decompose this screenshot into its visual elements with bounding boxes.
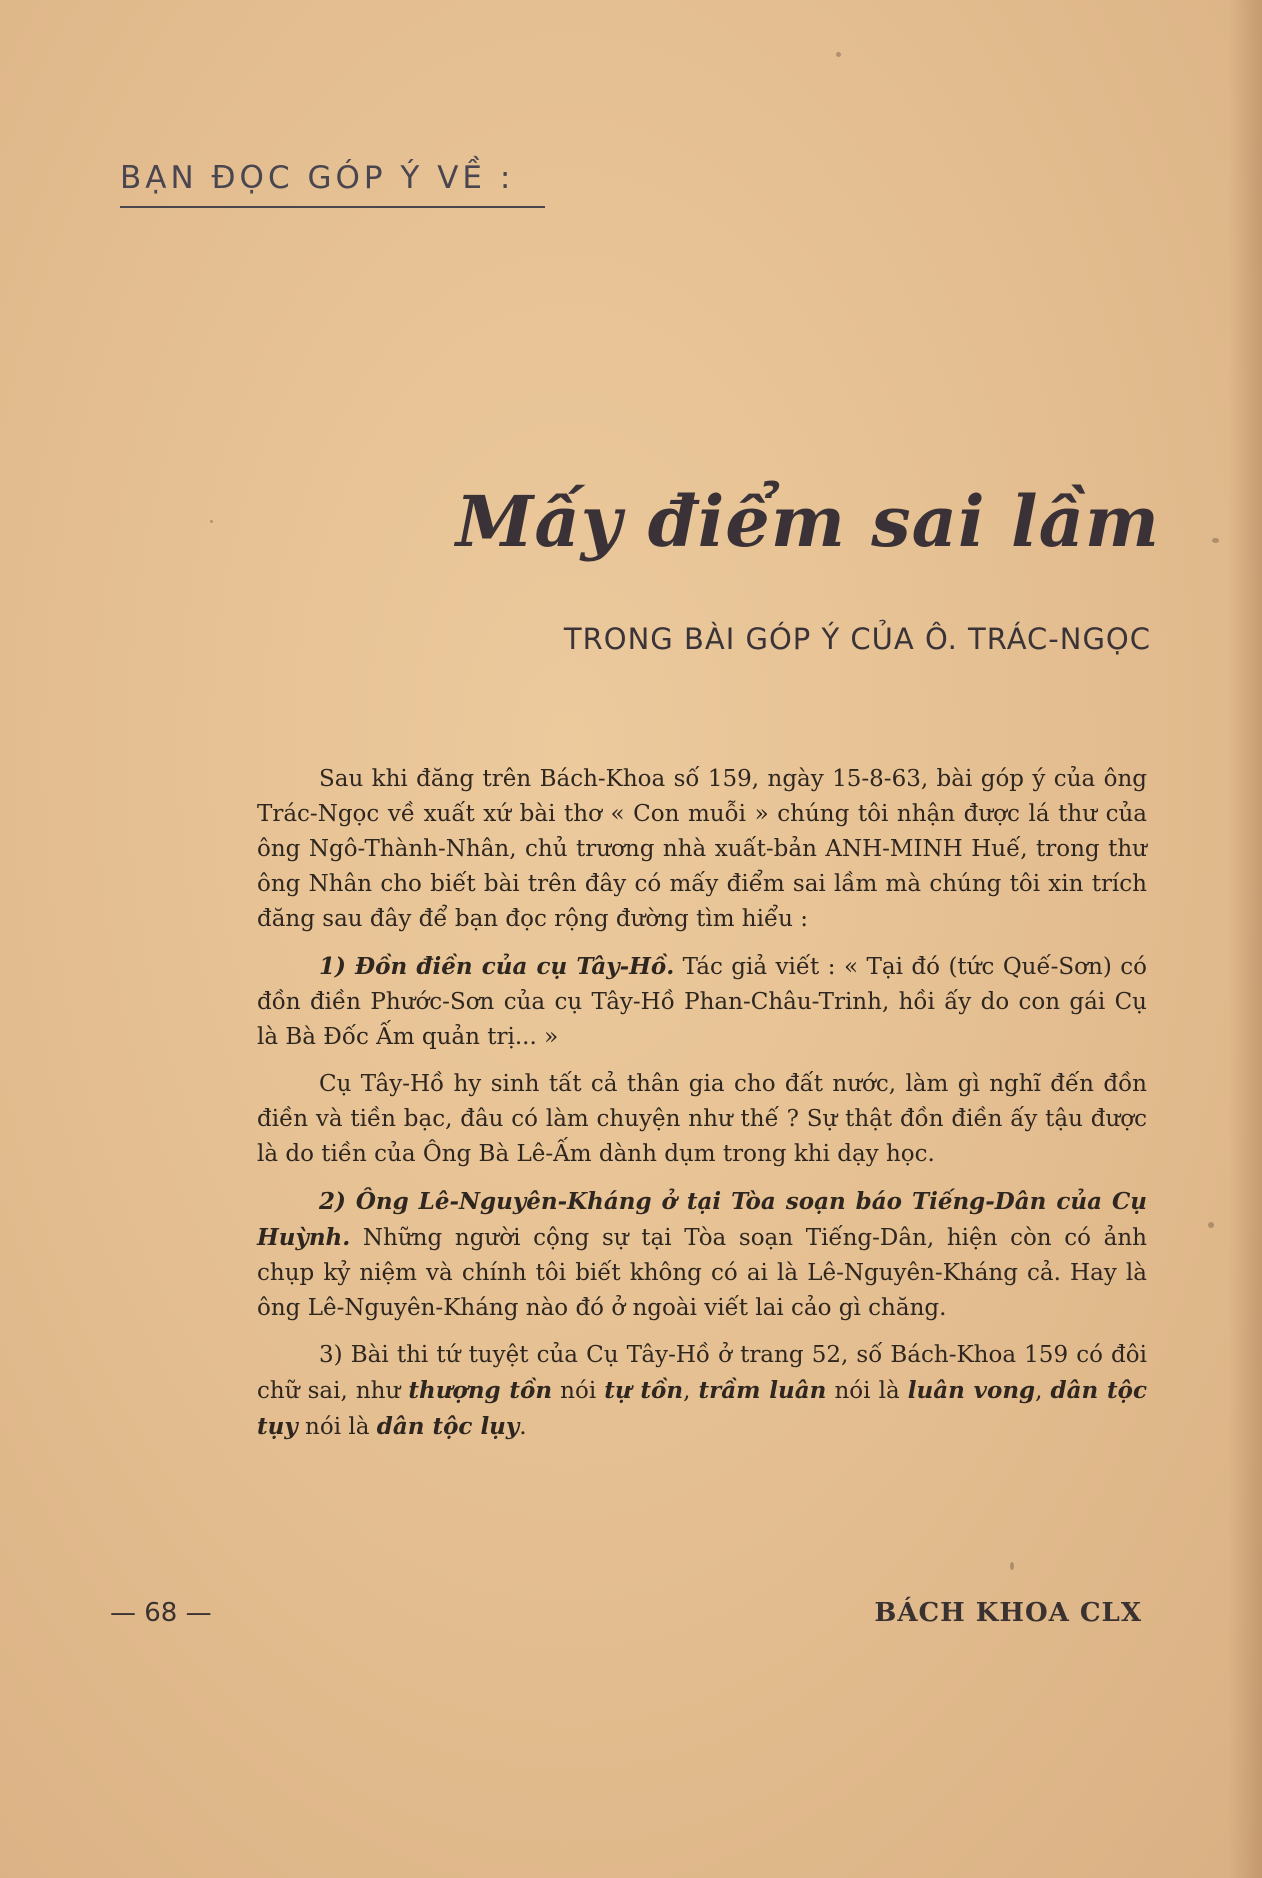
page-edge-shading — [1228, 0, 1262, 1878]
point-2-text: Những người cộng sự tại Tòa soạn Tiếng-Dân, hiện còn có ảnh chụp kỷ niệm và chính tôi biết không có ai là Lê-Nguyên-Kháng cả. Hay là ông Lê-Nguyên-Kháng nào đó ở ngoài viết lai cảo gì chăng. — [257, 1225, 1147, 1321]
point-3-ital-4: luân vong — [907, 1377, 1036, 1404]
section-heading: BẠN ĐỌC GÓP Ý VỀ : — [120, 160, 545, 208]
article-body — [257, 762, 1147, 1457]
point-1-paragraph — [257, 949, 1147, 1055]
point-3-ital-5: dân tộc tụy — [257, 1377, 1148, 1440]
point-3-ital-6: dân tộc lụy — [376, 1413, 520, 1440]
point-3-ital-3: trầm luân — [698, 1377, 827, 1404]
publication-name: BÁCH KHOA CLX — [874, 1598, 1142, 1628]
paper-speck — [1208, 1222, 1214, 1228]
article-title: Mấy điểm sai lầm — [455, 480, 1160, 563]
point-3-text-b: nói — [552, 1378, 605, 1404]
point-3-text-a: 3) Bài thi tứ tuyệt của Cụ Tây-Hồ ở trang 52, số Bách-Khoa 159 có đôi chữ sai, như — [257, 1342, 1147, 1404]
intro-paragraph: Sau khi đăng trên Bách-Khoa số 159, ngày 15-8-63, bài góp ý của ông Trác-Ngọc về xuất xứ bài thơ « Con muỗi » chúng tôi nhận được lá thư của ông Ngô-Thành-Nhân, chủ trương nhà xuất-bản ANH-MINH Huế, trong thư ông Nhân cho biết bài trên đây có mấy điểm sai lầm mà chúng tôi xin trích đăng sau đây để bạn đọc rộng đường tìm hiểu : — [257, 766, 1147, 932]
point-1-reply-paragraph: Cụ Tây-Hồ hy sinh tất cả thân gia cho đất nước, làm gì nghĩ đến đồn điền và tiền bạc, đâu có làm chuyện như thế ? Sự thật đồn điền ấy tậu được là do tiền của Ông Bà Lê-Ấm dành dụm trong khi dạy học. — [257, 1071, 1147, 1167]
point-3-text-e: , — [1035, 1378, 1051, 1404]
point-3-ital-1: thượng tồn — [408, 1377, 553, 1404]
paper-speck — [210, 520, 213, 523]
point-1-label: 1) Đồn điền của cụ Tây-Hồ. — [319, 953, 675, 980]
paper-speck — [1212, 538, 1219, 543]
point-2-label: 2) Ông Lê-Nguyên-Kháng ở tại Tòa soạn báo Tiếng-Dân của Cụ Huỳnh. — [257, 1188, 1147, 1251]
paper-speck — [836, 52, 841, 57]
point-3-text-g: . — [519, 1414, 527, 1440]
paper-speck — [1010, 1562, 1014, 1570]
page-number: — 68 — — [110, 1598, 212, 1628]
point-3-text-d: nói là — [826, 1378, 908, 1404]
point-3-text-c: , — [683, 1378, 699, 1404]
point-3-text-f: nói là — [297, 1414, 377, 1440]
point-3-ital-2: tự tồn — [604, 1377, 684, 1404]
point-2-paragraph — [257, 1184, 1147, 1326]
article-subtitle: TRONG BÀI GÓP Ý CỦA Ô. TRÁC-NGỌC — [563, 622, 1151, 656]
point-1-text: Tác giả viết : « Tại đó (tức Quế-Sơn) có đồn điền Phước-Sơn của cụ Tây-Hồ Phan-Châu-Trinh, hồi ấy do con gái Cụ là Bà Đốc Ấm quản trị... » — [257, 954, 1147, 1050]
point-3-paragraph — [257, 1338, 1147, 1445]
